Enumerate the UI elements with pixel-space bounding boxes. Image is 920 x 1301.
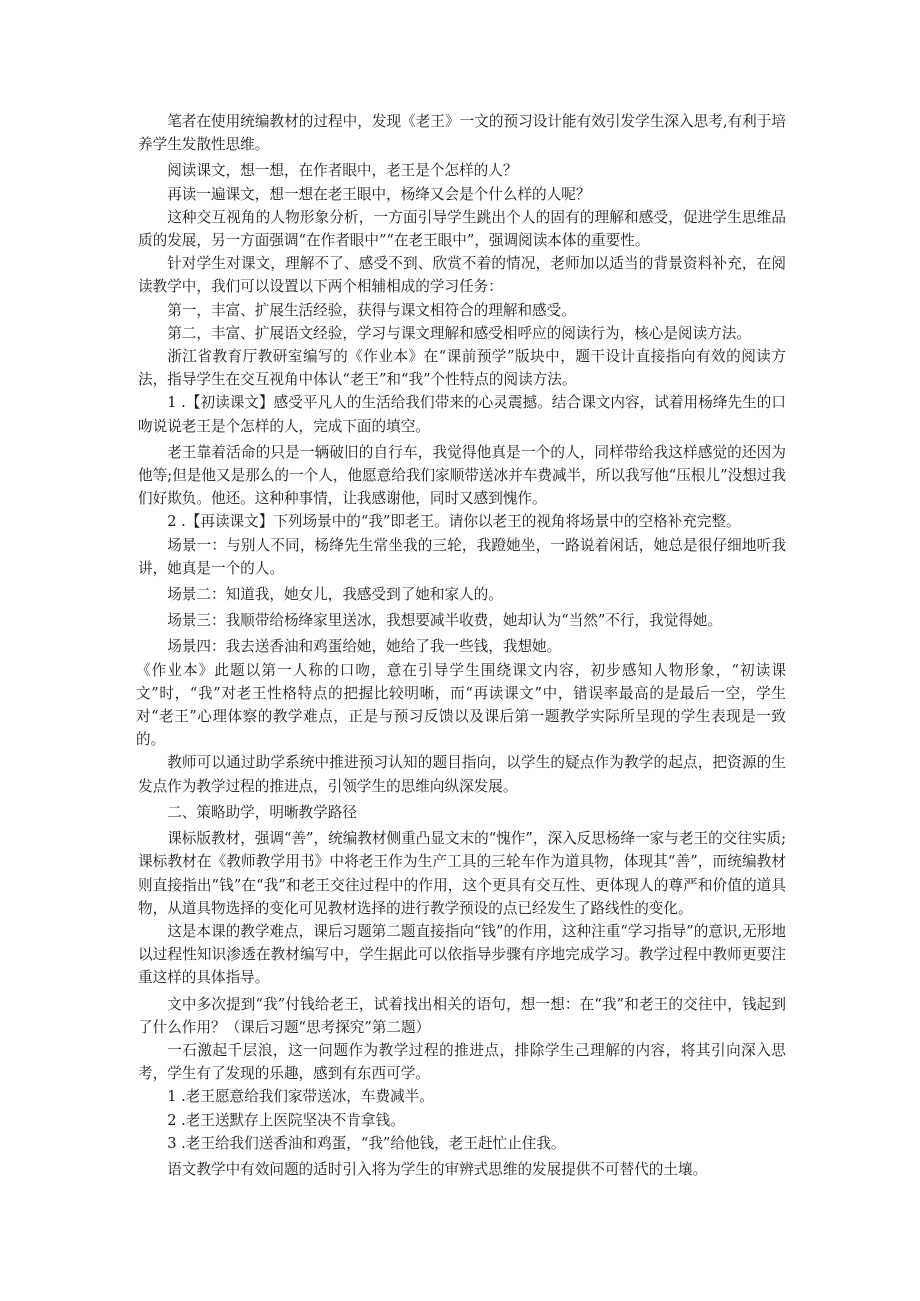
section-heading-strategy: 二、策略助学，明晰教学路径 [167, 803, 357, 821]
list-item-2: 2 .老王送默存上医院坚决不肯拿钱。 [167, 1111, 405, 1129]
paragraph-exercise: 文中多次提到“我”付钱给老王，试着找出相关的语句，想一想：在“我”和老王的交往中，钱起到了什么作用？（课后习题“思考探究”第二题） [138, 995, 786, 1036]
paragraph-item-reread: 2 .【再读课文】下列场景中的“我”即老王。请你以老王的视角将场景中的空格补充完整。 [167, 513, 741, 531]
paragraph-question-1: 阅读课文，想一想，在作者眼中，老王是个怎样的人？ [167, 162, 518, 180]
paragraph-task-1: 第一，丰富、扩展生活经验，获得与课文相符合的理解和感受。 [167, 301, 576, 319]
paragraph-workbook-analysis: 《作业本》此题以第一人称的口吻，意在引导学生围绕课文内容，初步感知人物形象，“初读课文”时，“我”对老王性格特点的把握比较明晰，而“再读课文”中，错误率最高的是最后一空，学生对“老王”心理体察的教学难点，正是与预习反馈以及课后第一题教学实际所呈现的学生表现是一致的。 [136, 661, 786, 749]
paragraph-item-first-read: 1 .【初读课文】感受平凡人的生活给我们带来的心灵震撼。结合课文内容，试着用杨绛先生的口吻说说老王是个怎样的人，完成下面的填空。 [138, 394, 786, 435]
list-item-3: 3 .老王给我们送香油和鸡蛋，“我”给他钱，老王赶忙止住我。 [167, 1134, 566, 1152]
paragraph-fill-blank: 老王靠着活命的只是一辆破旧的自行车，我觉得他真是一个的人，同样带给我这样感觉的还因为他等;但是他又是那么的一个人，他愿意给我们家顺带送冰并车费减半，所以我写他“压根儿”没想过我们好欺负。他还。这种种事情，让我感谢他，同时又感到愧作。 [138, 443, 786, 508]
paragraph-scene-2: 场景二：知道我，她女儿，我感受到了她和家人的。 [167, 586, 503, 604]
paragraph-scene-1: 场景一：与别人不同，杨绛先生常坐我的三轮，我蹬她坐，一路说着闲话，她总是很仔细地听我讲，她真是一个的人。 [138, 536, 786, 577]
paragraph-intro: 笔者在使用统编教材的过程中，发现《老王》一文的预习设计能有效引发学生深入思考,有利于培养学生发散性思维。 [138, 113, 786, 154]
paragraph-analysis: 这种交互视角的人物形象分析，一方面引导学生跳出个人的固有的理解和感受，促进学生思维品质的发展，另一方面强调“在作者眼中”“在老王眼中”，强调阅读本体的重要性。 [138, 208, 786, 250]
paragraph-ripple: 一石激起千层浪，这一问题作为教学过程的推进点，排除学生己理解的内容，将其引向深入思考，学生有了发现的乐趣，感到有东西可学。 [138, 1041, 786, 1083]
paragraph-workbook: 浙江省教育厅教研室编写的《作业本》在“课前预学”版块中，题干设计直接指向有效的阅读方法，指导学生在交互视角中体认“老王”和“我”个性特点的阅读方法。 [138, 348, 786, 389]
paragraph-teacher: 教师可以通过助学系统中推进预习认知的题目指向，以学生的疑点作为教学的起点，把资源的生发点作为教学过程的推进点，引领学生的思维向纵深发展。 [138, 754, 786, 795]
paragraph-conclusion: 语文教学中有效问题的适时引入将为学生的审辨式思维的发展提供不可替代的土壤。 [167, 1160, 708, 1178]
paragraph-scene-4: 场景四：我去送香油和鸡蛋给她，她给了我一些钱，我想她。 [167, 638, 562, 656]
paragraph-difficulty: 这是本课的教学难点，课后习题第二题直接指向“钱”的作用，这种注重“学习指导”的意识,无形地以过程性知识渗透在教材编写中，学生据此可以依指导步骤有序地完成学习。教学过程中教师更要注重这样的具体指导。 [138, 922, 786, 987]
document-body [138, 110, 786, 1181]
paragraph-scene-3: 场景三：我顺带给杨绛家里送冰，我想要减半收费，她却认为“当然”不行，我觉得她。 [167, 612, 723, 630]
paragraph-tasks-intro: 针对学生对课文，理解不了、感受不到、欣赏不着的情况，老师加以适当的背景资料补充，在阅读教学中，我们可以设置以下两个相辅相成的学习任务： [138, 255, 786, 296]
paragraph-task-2: 第二，丰富、扩展语文经验，学习与课文理解和感受相呼应的阅读行为，核心是阅读方法。 [167, 324, 751, 342]
list-item-1: 1 .老王愿意给我们家带送冰，车费减半。 [167, 1088, 434, 1106]
paragraph-question-2: 再读一遍课文，想一想在老王眼中，杨绛又会是个什么样的人呢？ [167, 185, 591, 203]
paragraph-textbook-compare: 课标版教材，强调“善”，统编教材侧重凸显文末的“愧作”，深入反思杨绛一家与老王的交往实质;课标教材在《教师教学用书》中将老王作为生产工具的三轮车作为道具物，体现其“善”，而统编教材则直接指出“钱”在“我”和老王交往过程中的作用，这个更具有交互性、更体现人的尊严和价值的道具物，从道具物选择的变化可见教材选择的进行教学预设的点已经发生了路线性的变化。 [138, 830, 786, 917]
